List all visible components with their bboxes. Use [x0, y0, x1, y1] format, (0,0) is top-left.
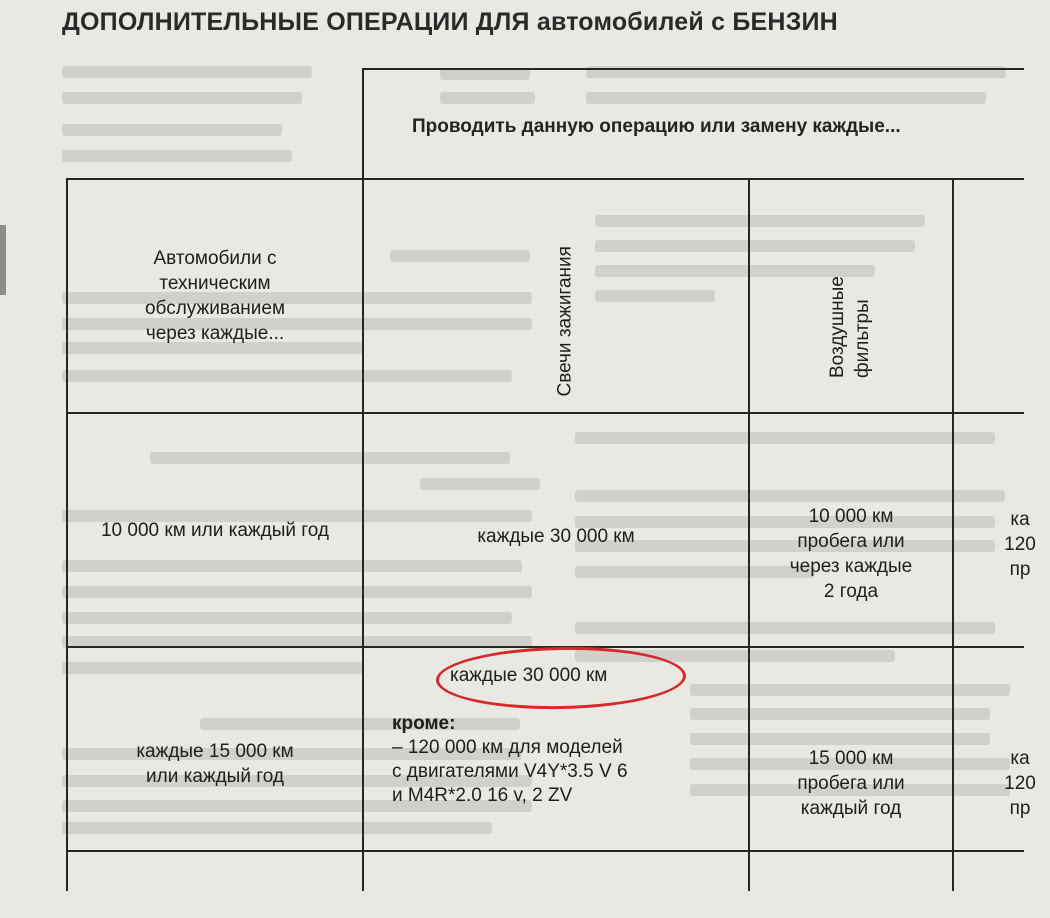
column-header-spark-plugs: Свечи зажигания	[554, 246, 576, 397]
row1-interval: 10 000 км или каждый год	[100, 519, 330, 541]
page-edge-marker	[0, 225, 6, 295]
row2-spark-plugs-main: каждые 30 000 км	[450, 665, 608, 686]
row2-air-filters: 15 000 км пробега или каждый год	[797, 747, 905, 819]
row1-spark-plugs: каждые 30 000 км	[477, 525, 635, 547]
exception-text: – 120 000 км для моделей с двигателями V4Y*3.5 V 6 и M4R*2.0 16 v, 2 ZV	[392, 737, 628, 806]
page-title: ДОПОЛНИТЕЛЬНЫЕ ОПЕРАЦИИ ДЛЯ автомобилей с БЕНЗИН	[62, 8, 838, 36]
row-header-cell: Автомобили с техническим обслуживанием через каждые...	[144, 248, 286, 344]
exception-label: кроме:	[392, 713, 456, 734]
row1-next-column-cut: ка 120 пр	[1004, 508, 1036, 580]
row2-interval: каждые 15 000 км или каждый год	[136, 741, 294, 787]
row2-next-column-cut: ка 120 пр	[1004, 747, 1036, 819]
table-span-header: Проводить данную операцию или замену каждые...	[412, 116, 901, 137]
column-header-air-filters: Воздушные фильтры	[827, 276, 873, 378]
row1-air-filters: 10 000 км пробега или через каждые 2 года	[789, 506, 913, 602]
row2-spark-plugs-exception	[392, 712, 628, 808]
